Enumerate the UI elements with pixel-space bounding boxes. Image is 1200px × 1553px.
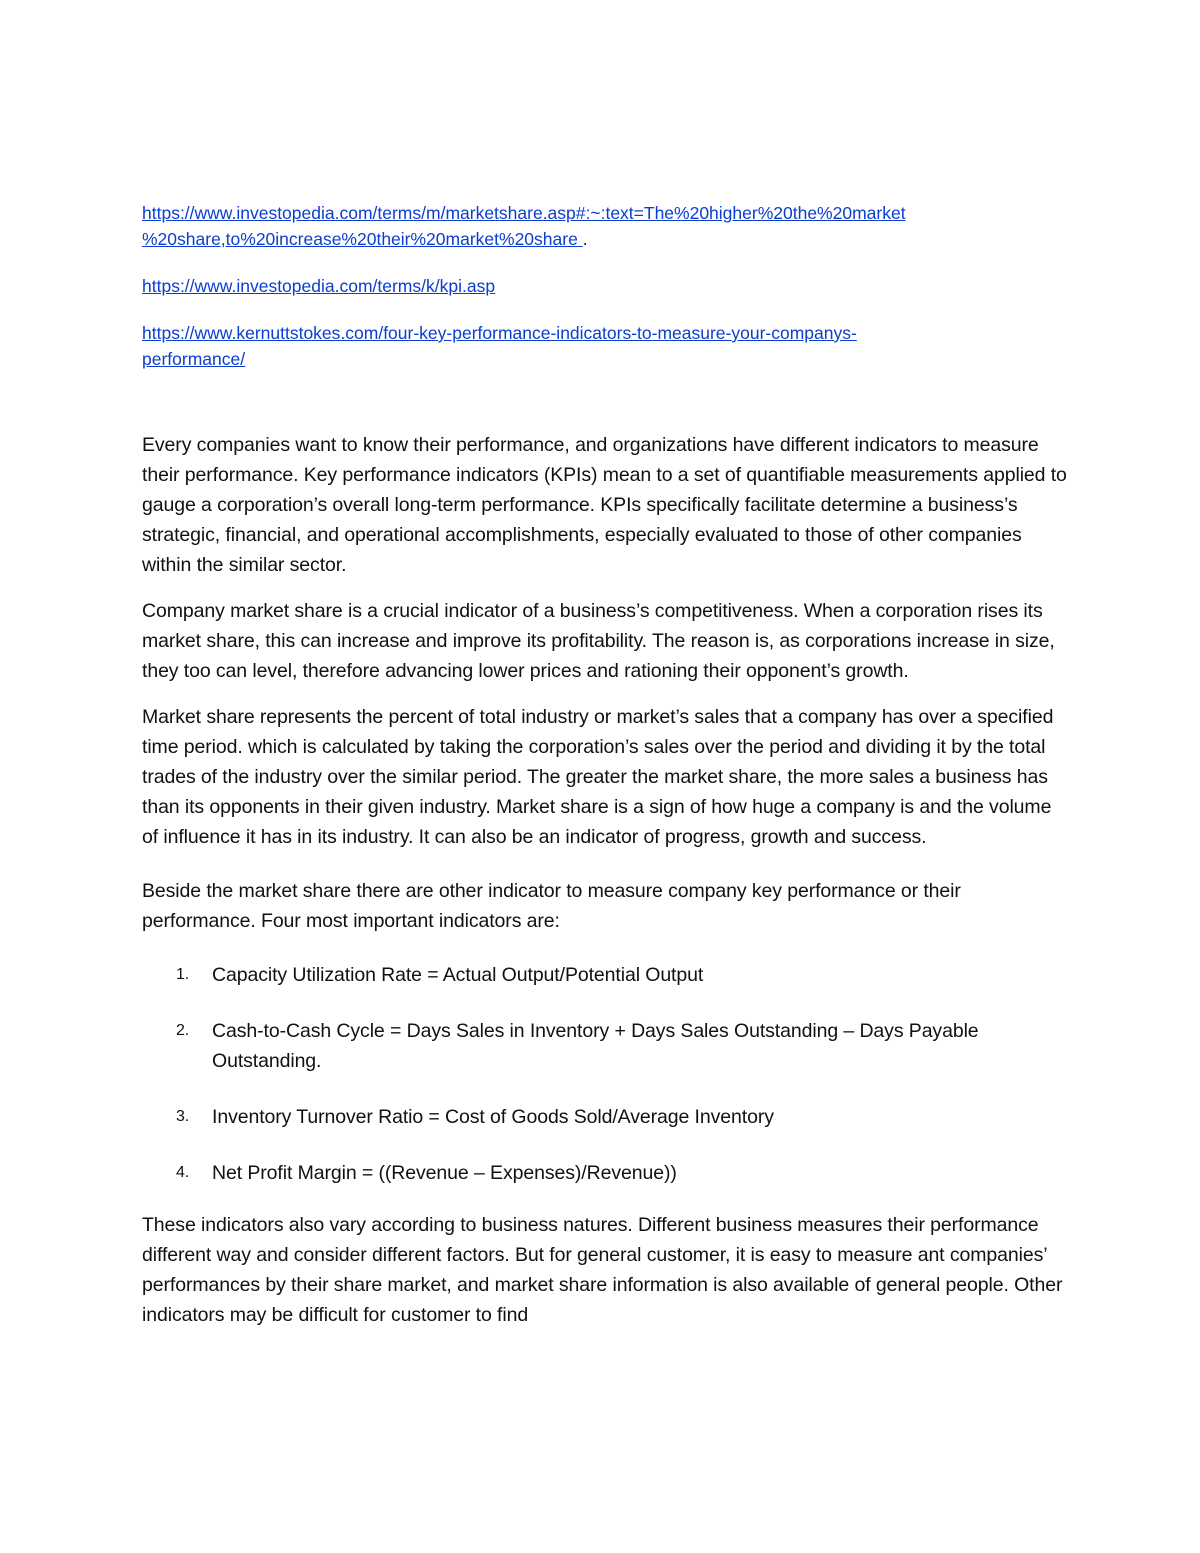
indicator-item-capacity-utilization: [142, 960, 1072, 990]
reference-link-2: [142, 273, 1072, 299]
indicator-item-cash-to-cash: [142, 1016, 1072, 1076]
essay-body: [142, 430, 1072, 1330]
reference-links: [142, 200, 1072, 372]
kernuttstokes-link[interactable]: https://www.kernuttstokes.com/four-key-performance-indicators-to-measure-your-companys- performance/: [142, 323, 857, 369]
paragraph-market-share-definition: Market share represents the percent of total industry or market’s sales that a company has over a specified time period. which is calculated by taking the corporation’s sales over the period and dividing it by the total trades of the industry over the similar period. The greater the market share, the more sales a business has than its opponents in their given industry. Market share is a sign of how huge a company is and the volume of influence it has in its industry. It can also be an indicator of progress, growth and success.: [142, 706, 1054, 848]
paragraph-market-share-indicator: Company market share is a crucial indicator of a business’s competitiveness. When a corporation rises its market share, this can increase and improve its profitability. The reason is, as corporations increase in size, they too can level, therefore advancing lower prices and rationing their opponent’s growth.: [142, 600, 1055, 682]
list-item-text: Cash-to-Cash Cycle = Days Sales in Inventory + Days Sales Outstanding – Days Payable Outstanding.: [212, 1020, 979, 1072]
paragraph-other-indicators: Beside the market share there are other indicator to measure company key performance or their performance. Four most important indicators are:: [142, 880, 961, 932]
list-number: 4.: [176, 1164, 190, 1181]
link-trailing-period: .: [582, 229, 588, 249]
reference-link-1: [142, 200, 1072, 252]
reference-link-3: [142, 320, 1072, 372]
paragraph-conclusion: These indicators also vary according to business natures. Different business measures their performance different way and consider different factors. But for general customer, it is easy to measure ant companies’ performances by their share market, and market share information is also available of general people. Other indicators may be difficult for customer to find: [142, 1214, 1063, 1326]
document-content: [142, 200, 1072, 1346]
indicator-item-net-profit-margin: [142, 1158, 1072, 1188]
investopedia-kpi-link[interactable]: https://www.investopedia.com/terms/k/kpi.asp: [142, 276, 496, 296]
indicator-list: [142, 960, 1072, 1188]
list-number: 1.: [176, 966, 190, 983]
list-item-text: Net Profit Margin = ((Revenue – Expenses)/Revenue)): [212, 1162, 677, 1184]
list-number: 2.: [176, 1022, 190, 1039]
list-number: 3.: [176, 1108, 190, 1125]
investopedia-marketshare-link[interactable]: https://www.investopedia.com/terms/m/marketshare.asp#:~:text=The%20higher%20the%20market %20share,to%20increase%20their%20market%20share: [142, 203, 906, 249]
list-item-text: Inventory Turnover Ratio = Cost of Goods Sold/Average Inventory: [212, 1106, 774, 1128]
list-item-text: Capacity Utilization Rate = Actual Output/Potential Output: [212, 964, 704, 986]
paragraph-kpi-intro: Every companies want to know their performance, and organizations have different indicators to measure their performance. Key performance indicators (KPIs) mean to a set of quantifiable measurements applied to gauge a corporation’s overall long-term performance. KPIs specifically facilitate determine a business’s strategic, financial, and operational accomplishments, especially evaluated to those of other companies within the similar sector.: [142, 434, 1067, 576]
indicator-item-inventory-turnover: [142, 1102, 1072, 1132]
